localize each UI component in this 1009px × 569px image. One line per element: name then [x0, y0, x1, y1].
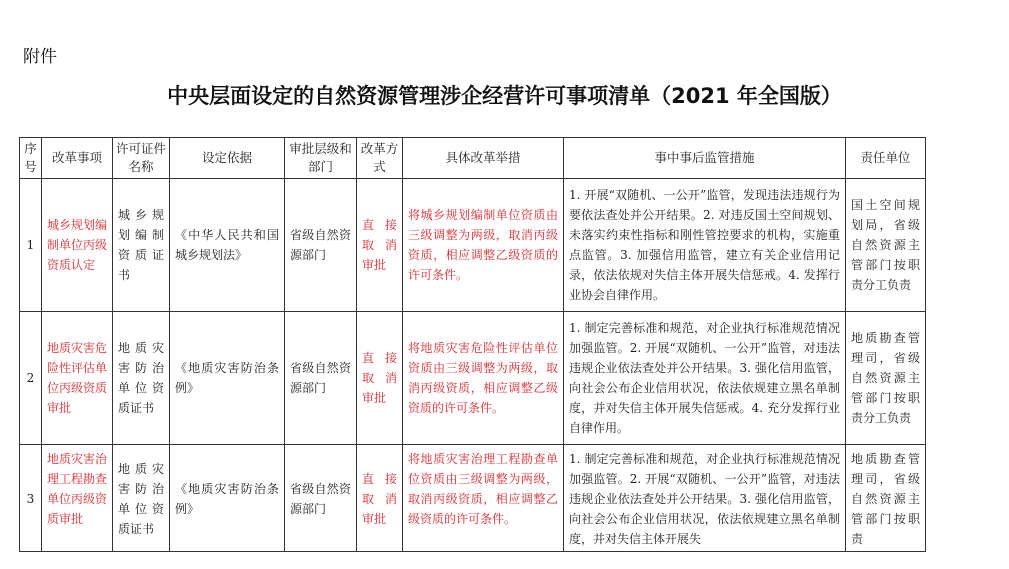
row-method: 直接取消审批 — [357, 445, 403, 552]
row-no: 3 — [20, 445, 42, 552]
header-basis: 设定依据 — [170, 138, 285, 179]
row-responsible: 地质勘查管理司，省级自然资源主管部门按职责分工负责 — [846, 312, 926, 445]
header-responsible: 责任单位 — [846, 138, 926, 179]
header-no: 序号 — [20, 138, 42, 179]
row-item: 地质灾害危险性评估单位丙级资质审批 — [42, 312, 113, 445]
header-method: 改革方式 — [357, 138, 403, 179]
header-approval: 审批层级和部门 — [285, 138, 357, 179]
table-row — [20, 312, 926, 445]
row-basis: 《中华人民共和国城乡规划法》 — [170, 179, 285, 312]
document-title: 中央层面设定的自然资源管理涉企经营许可事项清单（2021 年全国版） — [167, 84, 842, 108]
permit-list-table — [19, 137, 926, 552]
header-measures: 具体改革举措 — [403, 138, 564, 179]
header-supervision: 事中事后监管措施 — [564, 138, 846, 179]
header-license: 许可证件名称 — [113, 138, 170, 179]
table-row — [20, 445, 926, 552]
row-license: 地质灾害防治单位资质证书 — [113, 445, 170, 552]
attachment-label: 附件 — [23, 47, 57, 67]
row-measures: 将城乡规划编制单位资质由三级调整为两级，取消丙级资质，相应调整乙级资质的许可条件。 — [403, 179, 564, 312]
row-license: 城乡规划编制资质证书 — [113, 179, 170, 312]
row-supervision: 1. 制定完善标准和规范，对企业执行标准规范情况加强监管。2. 开展“双随机、一公开”监管，对违法违规企业依法查处并公开结果。3. 强化信用监管，向社会公布企业信用状况，依法依规建立黑名单制度，并对失信主体开展失信惩戒。4. 充分发挥行业自律作用。 — [564, 312, 846, 445]
row-measures: 将地质灾害治理工程勘查单位资质由三级调整为两级，取消丙级资质，相应调整乙级资质的许可条件。 — [403, 445, 564, 552]
row-approval: 省级自然资源部门 — [285, 179, 357, 312]
row-basis: 《地质灾害防治条例》 — [170, 312, 285, 445]
row-measures: 将地质灾害危险性评估单位资质由三级调整为两级，取消丙级资质，相应调整乙级资质的许可条件。 — [403, 312, 564, 445]
row-responsible: 国土空间规划局，省级自然资源主管部门按职责分工负责 — [846, 179, 926, 312]
row-basis: 《地质灾害防治条例》 — [170, 445, 285, 552]
row-no: 2 — [20, 312, 42, 445]
table-header-row — [20, 138, 926, 179]
row-supervision: 1. 开展“双随机、一公开”监管，发现违法违规行为要依法查处并公开结果。2. 对违反国土空间规划、未落实约束性指标和刚性管控要求的机构，实施重点监管。3. 加强信用监管，建立有关企业信用记录，依法依规对失信主体开展失信惩戒。4. 发挥行业协会自律作用。 — [564, 179, 846, 312]
table-row — [20, 179, 926, 312]
header-item: 改革事项 — [42, 138, 113, 179]
row-method: 直接取消审批 — [357, 179, 403, 312]
row-no: 1 — [20, 179, 42, 312]
row-approval: 省级自然资源部门 — [285, 312, 357, 445]
row-method: 直接取消审批 — [357, 312, 403, 445]
row-item: 地质灾害治理工程勘查单位丙级资质审批 — [42, 445, 113, 552]
row-item: 城乡规划编制单位丙级资质认定 — [42, 179, 113, 312]
row-responsible: 地质勘查管理司，省级自然资源主管部门按职责 — [846, 445, 926, 552]
row-license: 地质灾害防治单位资质证书 — [113, 312, 170, 445]
row-supervision: 1. 制定完善标准和规范，对企业执行标准规范情况加强监管。2. 开展“双随机、一公开”监管，对违法违规企业依法查处并公开结果。3. 强化信用监管，向社会公布企业信用状况，依法依规建立黑名单制度，并对失信主体开展失 — [564, 445, 846, 552]
row-approval: 省级自然资源部门 — [285, 445, 357, 552]
